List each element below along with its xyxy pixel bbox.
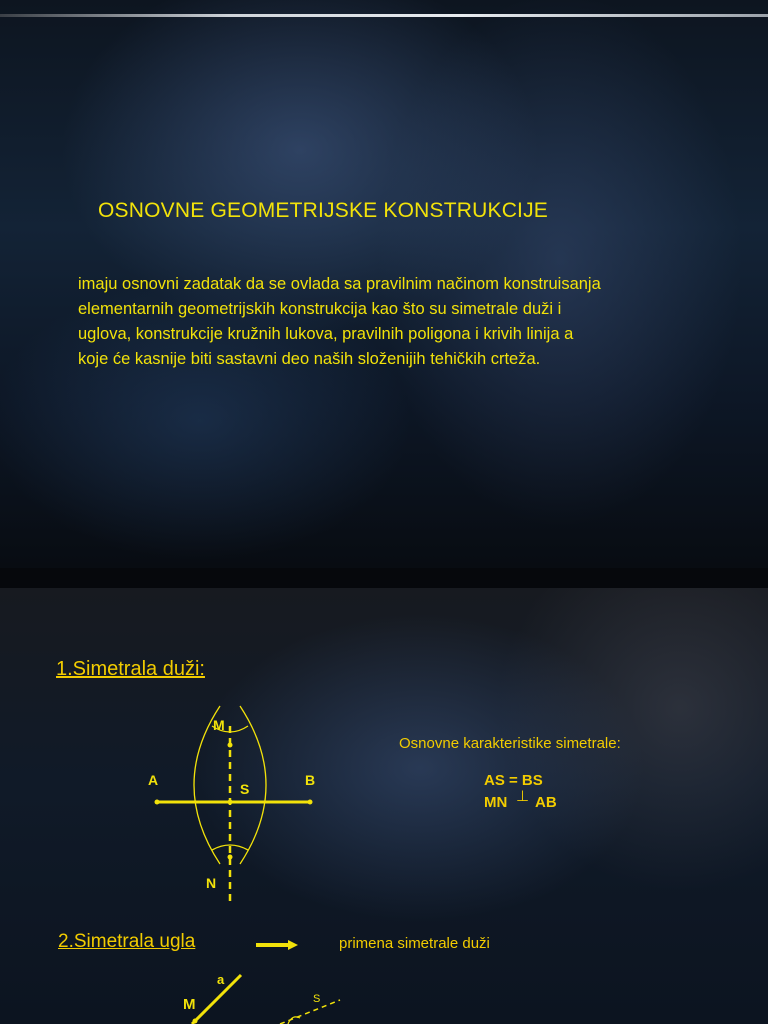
label-angle-m: M (183, 996, 196, 1013)
label-b: B (305, 772, 316, 788)
point-angle-m (193, 1019, 198, 1024)
point-b (308, 800, 313, 805)
arrow-caption: primena simetrale duži (339, 935, 490, 952)
angle-bisector-line (280, 1000, 340, 1024)
characteristics-title: Osnovne karakteristike simetrale: (399, 735, 621, 752)
label-m: M (213, 717, 225, 733)
equation-ab: AB (535, 794, 557, 811)
paragraph-line: uglova, konstrukcije kružnih lukova, pravilnih poligona i krivih linija a (78, 325, 574, 343)
construction-diagram (0, 588, 768, 1024)
label-angle-s: S (313, 993, 321, 1005)
point-n (228, 855, 233, 860)
label-a: A (148, 772, 159, 788)
label-s: S (240, 781, 250, 797)
slide-title: OSNOVNE GEOMETRIJSKE KONSTRUKCIJE (98, 199, 548, 222)
point-a (155, 800, 160, 805)
intro-paragraph (78, 272, 718, 372)
arrow-right-icon (288, 940, 298, 950)
paragraph-line: elementarnih geometrijskih konstrukcija kao što su simetrale duži i (78, 300, 562, 318)
section-title-angle-bisector: 2.Simetrala ugla (58, 931, 196, 952)
point-m (228, 743, 233, 748)
slide-2 (0, 588, 768, 1024)
label-n: N (206, 875, 217, 891)
equation-mn: MN (484, 794, 508, 811)
angle-arc (288, 1017, 300, 1024)
top-border-line (0, 14, 768, 17)
label-angle-a: a (217, 972, 225, 987)
section-title-perpendicular-bisector: 1.Simetrala duži: (56, 658, 205, 680)
paragraph-line: koje će kasnije biti sastavni deo naših složenijih tehičkih crteža. (78, 350, 541, 368)
slide-divider (0, 568, 768, 588)
point-s (228, 800, 233, 805)
perpendicular-icon: ⊥ (516, 788, 530, 805)
paragraph-line: imaju osnovni zadatak da se ovlada sa pravilnim načinom konstruisanja (78, 275, 601, 293)
equation-as-bs: AS = BS (484, 772, 543, 789)
